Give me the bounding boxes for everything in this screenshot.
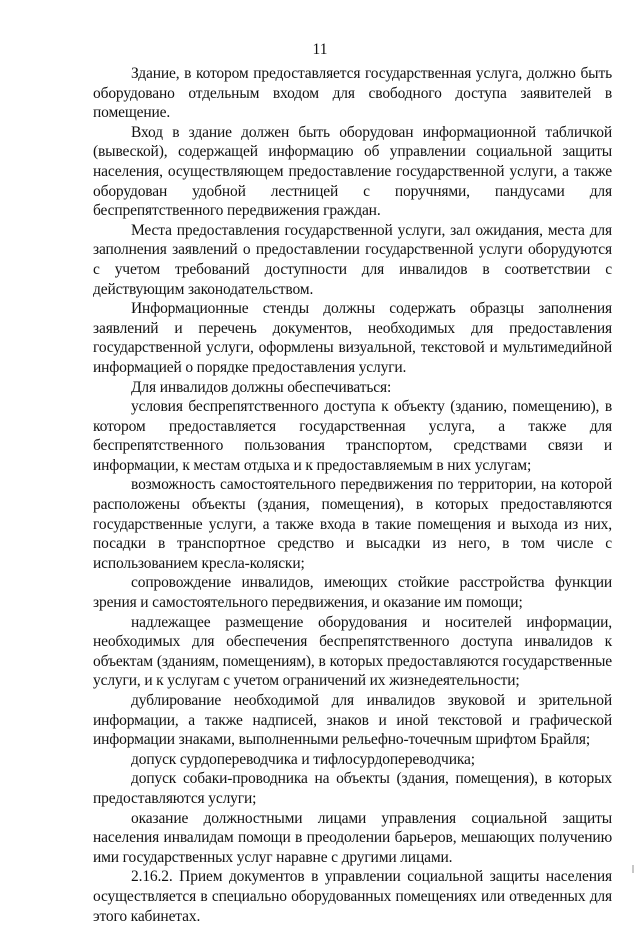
list-item-independent-movement: возможность самостоятельного передвижения по территории, на которой расположены объекты (здания, помещения), в которых предоставляются государственные услуги, а также входа в такие помещения и выхода из них, посадки в транспортное средство и высадки из него, в том числе с использованием кресла-коляски; xyxy=(93,476,612,572)
paragraph-information-stands: Информационные стенды должны содержать образцы заполнения заявлений и перечень документов, необходимых для предоставления государственной услуги, оформлены визуальной, текстовой и мультимедийной информацией о порядке предоставления услуги. xyxy=(93,300,612,376)
list-item-staff-assistance: оказание должностными лицами управления социальной защиты населения инвалидам помощи в преодолении барьеров, мешающих получению ими государственных услуг наравне с другими лицами. xyxy=(93,809,612,866)
paragraph-entrance-signage: Вход в здание должен быть оборудован информационной табличкой (вывеской), содержащей информацию об управлении социальной защиты населения, осуществляющем предоставление государственной услуги, а также оборудован удобной лестницей с поручнями, пандусами для беспрепятственного передвижения граждан. xyxy=(93,123,612,220)
paragraph-waiting-areas: Места предоставления государственной услуги, зал ожидания, места для заполнения заявлений о предоставлении государственной услуги оборудуются с учетом требований доступности для инвалидов в соответствии с действующим законодательством. xyxy=(93,221,612,298)
document-body xyxy=(93,64,612,926)
list-item-guide-dog: допуск собаки-проводника на объекты (здания, помещения), в которых предоставляются услуги; xyxy=(93,770,612,807)
list-item-escort: сопровождение инвалидов, имеющих стойкие расстройства функции зрения и самостоятельного передвижения, и оказание им помощи; xyxy=(93,574,612,612)
list-item-equipment-placement: надлежащее размещение оборудования и носителей информации, необходимых для обеспечения беспрепятственного доступа инвалидов к объектам (зданиям, помещениям), в которых предоставляются государственные услуги, и к услугам с учетом ограничений их жизнедеятельности; xyxy=(93,613,612,690)
list-item-access-conditions: условия беспрепятственного доступа к объекту (зданию, помещению), в котором предоставляется государственная услуга, а также для беспрепятственного пользования транспортом, средствами связи и информации, к местам отдыха и к предоставляемым в них услугам; xyxy=(93,398,612,474)
paragraph-disabled-intro: Для инвалидов должны обеспечиваться: xyxy=(131,378,392,396)
paragraph-building-entrance: Здание, в котором предоставляется государственная услуга, должно быть оборудовано отдельным входом для свободного доступа заявителей в помещение. xyxy=(93,65,612,122)
list-item-information-duplication: дублирование необходимой для инвалидов звуковой и зрительной информации, а также надписей, знаков и иной текстовой и графической информации знаками, выполненными рельефно-точечным шрифтом Брайля; xyxy=(93,692,612,749)
paragraph-section-2-16-2: 2.16.2. Прием документов в управлении социальной защиты населения осуществляется в специально оборудованных помещениях или отведенных для этого кабинетах. xyxy=(93,868,612,925)
page-number: 11 xyxy=(312,41,328,58)
scan-edge-mark xyxy=(632,865,634,873)
list-item-sign-interpreter: допуск сурдопереводчика и тифлосурдопереводчика; xyxy=(131,750,475,768)
